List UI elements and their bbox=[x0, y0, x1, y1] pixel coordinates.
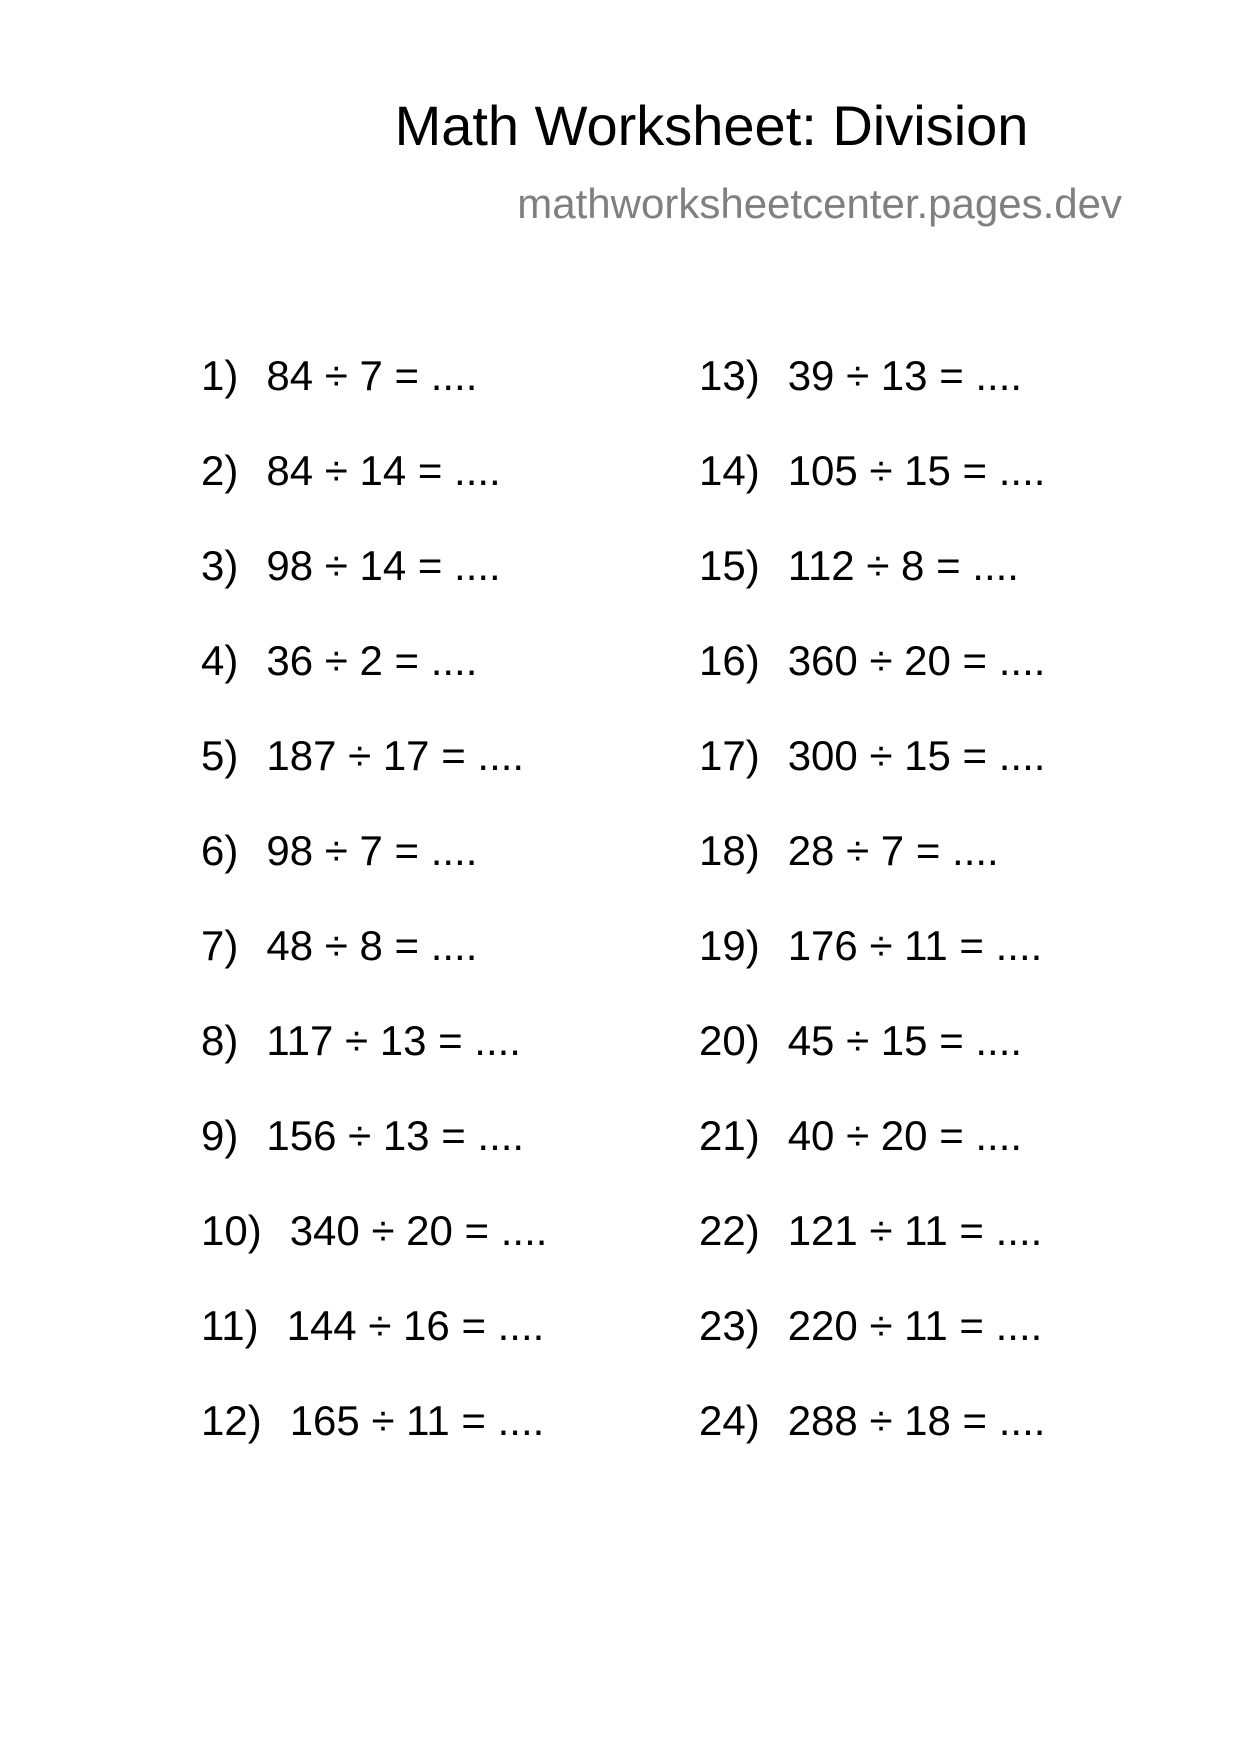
problem-11 bbox=[201, 1302, 721, 1397]
problem-number: 11) bbox=[201, 1302, 259, 1349]
problem-2 bbox=[201, 447, 721, 542]
problem-number: 4) bbox=[201, 637, 239, 684]
problem-number: 5) bbox=[201, 732, 239, 779]
problem-14 bbox=[699, 447, 1219, 542]
problem-3 bbox=[201, 542, 721, 637]
problem-number: 6) bbox=[201, 827, 239, 874]
problem-expression: 40 ÷ 20 = .... bbox=[787, 1112, 1023, 1159]
problem-number: 1) bbox=[201, 352, 239, 399]
problem-expression: 84 ÷ 7 = .... bbox=[266, 352, 478, 399]
problem-13 bbox=[699, 352, 1219, 447]
problem-12 bbox=[201, 1397, 721, 1492]
problem-10 bbox=[201, 1207, 721, 1302]
problem-number: 23) bbox=[699, 1302, 760, 1349]
problem-expression: 36 ÷ 2 = .... bbox=[266, 637, 478, 684]
problem-column-right bbox=[699, 352, 1219, 1492]
problem-8 bbox=[201, 1017, 721, 1112]
problem-expression: 98 ÷ 7 = .... bbox=[266, 827, 478, 874]
problem-18 bbox=[699, 827, 1219, 922]
problem-22 bbox=[699, 1207, 1219, 1302]
problem-19 bbox=[699, 922, 1219, 1017]
problem-7 bbox=[201, 922, 721, 1017]
problem-number: 9) bbox=[201, 1112, 239, 1159]
problem-number: 8) bbox=[201, 1017, 239, 1064]
problem-number: 15) bbox=[699, 542, 760, 589]
problem-expression: 45 ÷ 15 = .... bbox=[787, 1017, 1023, 1064]
problem-number: 10) bbox=[201, 1207, 262, 1254]
problem-number: 19) bbox=[699, 922, 760, 969]
problem-number: 16) bbox=[699, 637, 760, 684]
problem-expression: 39 ÷ 13 = .... bbox=[787, 352, 1023, 399]
problem-1 bbox=[201, 352, 721, 447]
problem-6 bbox=[201, 827, 721, 922]
problem-number: 2) bbox=[201, 447, 239, 494]
problem-expression: 300 ÷ 15 = .... bbox=[787, 732, 1046, 779]
problem-number: 13) bbox=[699, 352, 760, 399]
problem-number: 3) bbox=[201, 542, 239, 589]
problem-expression: 84 ÷ 14 = .... bbox=[266, 447, 501, 494]
problem-expression: 176 ÷ 11 = .... bbox=[787, 922, 1043, 969]
problem-number: 22) bbox=[699, 1207, 760, 1254]
problem-expression: 112 ÷ 8 = .... bbox=[787, 542, 1019, 589]
problem-expression: 48 ÷ 8 = .... bbox=[266, 922, 478, 969]
problem-15 bbox=[699, 542, 1219, 637]
problem-number: 7) bbox=[201, 922, 239, 969]
problem-5 bbox=[201, 732, 721, 827]
problem-expression: 117 ÷ 13 = .... bbox=[266, 1017, 521, 1064]
problem-expression: 28 ÷ 7 = .... bbox=[787, 827, 999, 874]
problem-expression: 288 ÷ 18 = .... bbox=[787, 1397, 1046, 1444]
problem-expression: 105 ÷ 15 = .... bbox=[787, 447, 1046, 494]
problem-number: 18) bbox=[699, 827, 760, 874]
problem-number: 24) bbox=[699, 1397, 760, 1444]
problem-column-left bbox=[201, 352, 721, 1492]
problem-4 bbox=[201, 637, 721, 732]
problem-expression: 360 ÷ 20 = .... bbox=[787, 637, 1046, 684]
problem-expression: 187 ÷ 17 = .... bbox=[266, 732, 525, 779]
problem-9 bbox=[201, 1112, 721, 1207]
problem-number: 17) bbox=[699, 732, 760, 779]
worksheet-source: mathworksheetcenter.pages.dev bbox=[517, 180, 1122, 227]
problem-expression: 165 ÷ 11 = .... bbox=[289, 1397, 545, 1444]
problem-expression: 340 ÷ 20 = .... bbox=[289, 1207, 548, 1254]
problem-number: 12) bbox=[201, 1397, 262, 1444]
problem-21 bbox=[699, 1112, 1219, 1207]
problem-23 bbox=[699, 1302, 1219, 1397]
problem-24 bbox=[699, 1397, 1219, 1492]
problem-number: 14) bbox=[699, 447, 760, 494]
problem-17 bbox=[699, 732, 1219, 827]
problem-expression: 98 ÷ 14 = .... bbox=[266, 542, 501, 589]
problem-number: 20) bbox=[699, 1017, 760, 1064]
problem-16 bbox=[699, 637, 1219, 732]
problem-number: 21) bbox=[699, 1112, 760, 1159]
problem-expression: 156 ÷ 13 = .... bbox=[266, 1112, 525, 1159]
problem-20 bbox=[699, 1017, 1219, 1112]
problem-expression: 144 ÷ 16 = .... bbox=[286, 1302, 545, 1349]
problem-expression: 121 ÷ 11 = .... bbox=[787, 1207, 1043, 1254]
worksheet-title: Math Worksheet: Division bbox=[394, 94, 1029, 157]
problem-expression: 220 ÷ 11 = .... bbox=[787, 1302, 1043, 1349]
